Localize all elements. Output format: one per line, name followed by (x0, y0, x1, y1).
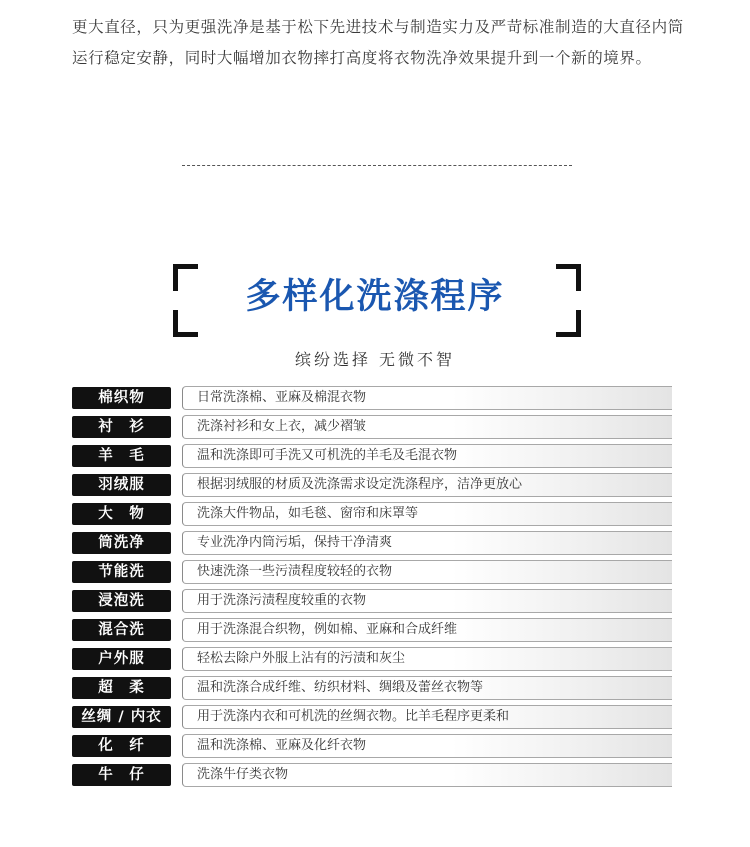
program-row (72, 763, 692, 792)
program-description: 温和洗涤即可手洗又可机洗的羊毛及毛混衣物 (197, 448, 458, 463)
program-description-box (182, 763, 672, 787)
program-name-label: 筒洗净 (72, 532, 171, 554)
program-description: 快速洗涤一些污渍程度较轻的衣物 (197, 564, 393, 579)
program-name-label: 大 物 (72, 503, 171, 525)
program-description: 用于洗涤内衣和可机洗的丝绸衣物。比羊毛程序更柔和 (197, 709, 510, 724)
program-description: 日常洗涤棉、亚麻及棉混衣物 (197, 390, 367, 405)
program-description-box (182, 647, 672, 671)
program-description-box (182, 705, 672, 729)
program-name-label: 节能洗 (72, 561, 171, 583)
program-row (72, 589, 692, 618)
program-description-box (182, 386, 672, 410)
program-row (72, 415, 692, 444)
program-row (72, 473, 692, 502)
intro-paragraph: 更大直径，只为更强洗净是基于松下先进技术与制造实力及严苛标准制造的大直径内筒运行稳定安静，同时大幅增加衣物摔打高度将衣物洗净效果提升到一个新的境界。 (72, 18, 684, 67)
program-description-box (182, 618, 672, 642)
program-row (72, 560, 692, 589)
program-description-box (182, 415, 672, 439)
program-name-label: 牛 仔 (72, 764, 171, 786)
program-row (72, 618, 692, 647)
dashed-divider (182, 165, 572, 166)
program-description: 根据羽绒服的材质及洗涤需求设定洗涤程序，洁净更放心 (197, 477, 523, 492)
program-name-label: 超 柔 (72, 677, 171, 699)
program-description-box (182, 676, 672, 700)
program-row (72, 386, 692, 415)
program-name-label: 衬 衫 (72, 416, 171, 438)
program-name-label: 棉织物 (72, 387, 171, 409)
program-description-box (182, 444, 672, 468)
program-description-box (182, 734, 672, 758)
program-description-box (182, 531, 672, 555)
program-row (72, 676, 692, 705)
program-row (72, 531, 692, 560)
program-description: 洗涤大件物品，如毛毯、窗帘和床罩等 (197, 506, 419, 521)
program-row (72, 444, 692, 473)
program-row (72, 502, 692, 531)
program-list (72, 386, 692, 792)
program-name-label: 浸泡洗 (72, 590, 171, 612)
program-description: 洗涤衬衫和女上衣，减少褶皱 (197, 419, 367, 434)
section-title: 多样化洗涤程序 (245, 277, 505, 317)
program-description: 温和洗涤棉、亚麻及化纤衣物 (197, 738, 367, 753)
program-description: 用于洗涤混合织物，例如棉、亚麻和合成纤维 (197, 622, 458, 637)
program-description-box (182, 560, 672, 584)
program-row (72, 734, 692, 763)
program-name-label: 混合洗 (72, 619, 171, 641)
program-name-label: 化 纤 (72, 735, 171, 757)
program-row (72, 647, 692, 676)
program-name-label: 羽绒服 (72, 474, 171, 496)
program-description-box (182, 473, 672, 497)
program-description: 轻松去除户外服上沾有的污渍和灰尘 (197, 651, 406, 666)
program-description: 洗涤牛仔类衣物 (197, 767, 289, 782)
program-name-label: 羊 毛 (72, 445, 171, 467)
program-name-label: 丝绸 / 内衣 (72, 706, 171, 728)
program-description: 温和洗涤合成纤维、纺织材料、绸缎及蕾丝衣物等 (197, 680, 484, 695)
program-name-label: 户外服 (72, 648, 171, 670)
program-row (72, 705, 692, 734)
program-description: 用于洗涤污渍程度较重的衣物 (197, 593, 367, 608)
program-description: 专业洗净内筒污垢，保持干净清爽 (197, 535, 393, 550)
program-description-box (182, 589, 672, 613)
program-description-box (182, 502, 672, 526)
section-subtitle: 缤纷选择 无微不智 (294, 350, 456, 369)
